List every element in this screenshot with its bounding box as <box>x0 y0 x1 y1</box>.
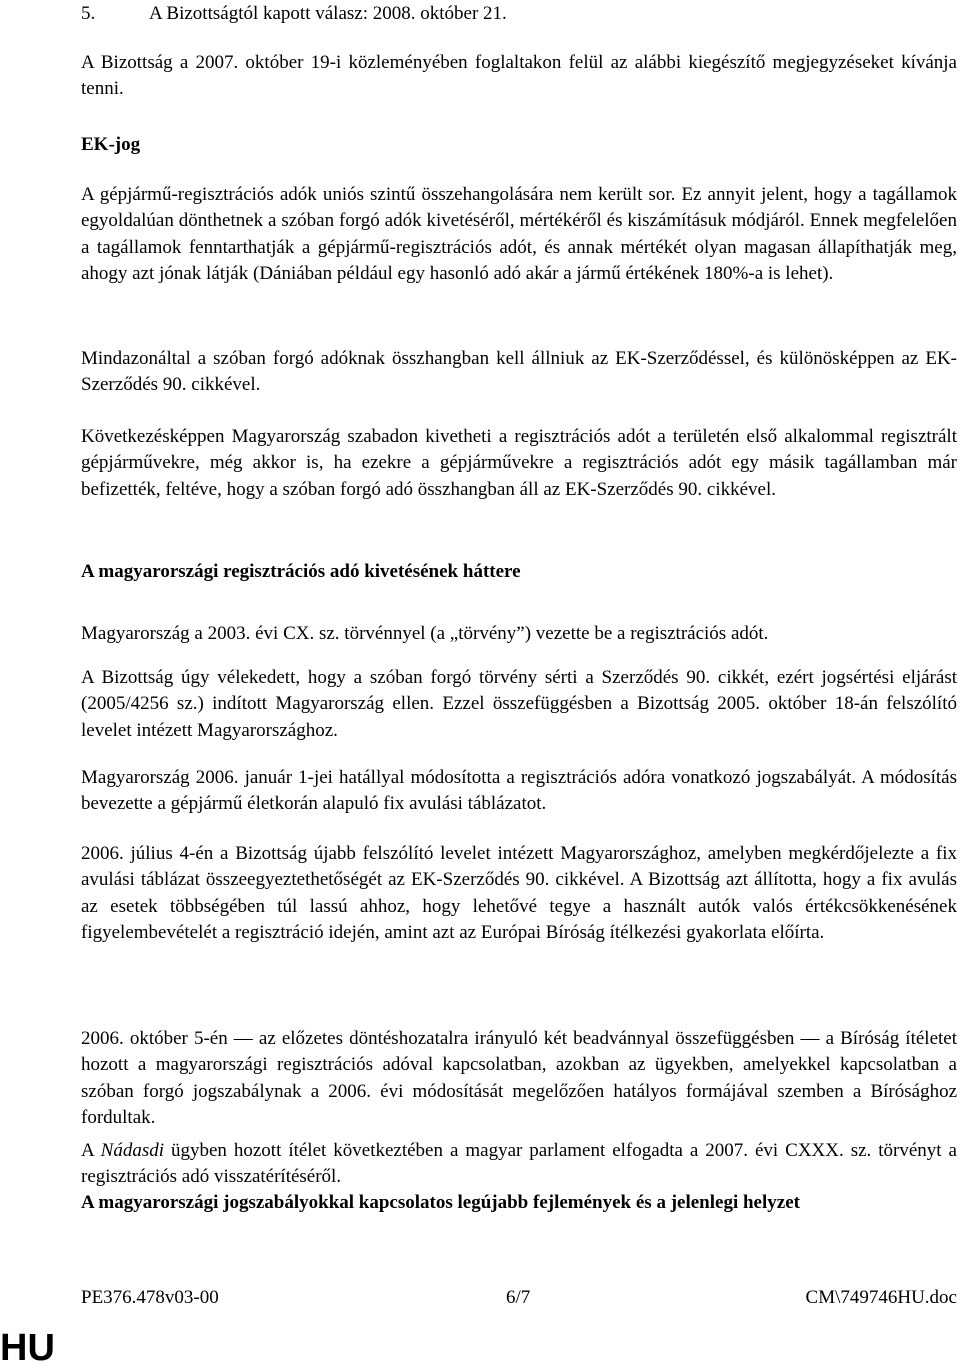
language-code: HU <box>0 1327 55 1369</box>
paragraph-infringement: A Bizottság úgy vélekedett, hogy a szóban forgó törvény sérti a Szerződés 90. cikkét, ezért jogsértési eljárást (2005/4256 sz.) indított Magyarország ellen. Ezzel összefüggésben a Bizottság 2005. október 18-án felszólító levelet intézett Magyarországhoz. <box>81 667 957 741</box>
paragraph-amendment: Magyarország 2006. január 1-jei hatállyal módosította a regisztrációs adóra vonatkozó jogszabályát. A módosítás bevezette a gépjármű életkorán alapuló fix avulási táblázatot. <box>81 767 957 815</box>
nadasdi-case-name: Nádasdi <box>100 1140 164 1161</box>
nadasdi-rest: ügyben hozott ítélet következtében a magyar parlament elfogadta a 2007. évi CXXX. sz. törvényt a regisztrációs adó visszatérítéséről. <box>81 1140 957 1188</box>
heading-background: A magyarországi regisztrációs adó kivetésének háttere <box>81 561 521 582</box>
paragraph-compliance: Mindazonáltal a szóban forgó adóknak összhangban kell állniuk az EK-Szerződéssel, és különösképpen az EK-Szerződés 90. cikkével. <box>81 348 957 396</box>
paragraph-harmonization: A gépjármű-regisztrációs adók uniós szintű összehangolására nem került sor. Ez annyit jelent, hogy a tagállamok egyoldalúan dönthetnek a szóban forgó adók kivetéséről, mértékéről és kiszámításuk módjáról. Ennek megfelelően a tagállamok fenntarthatják a gépjármű-regisztrációs adót, és annak mértékét olyan magasan állapíthatják meg, ahogy azt jónak látják (Dániában például egy hasonló adó akár a jármű értékének 180%-a is lehet). <box>81 184 957 284</box>
footer-page-number: 6/7 <box>506 1287 531 1308</box>
paragraph-nadasdi <box>81 1138 957 1191</box>
section-heading <box>81 2 507 26</box>
footer-doc-name: CM\749746HU.doc <box>805 1287 957 1308</box>
paragraph-consequence: Következésképpen Magyarország szabadon kivetheti a regisztrációs adót a területén első alkalommal regisztrált gépjárművekre, még akkor is, ha ezekre a gépjárművekre a regisztrációs adót egy másik tagállamban már befizették, feltéve, hogy a szóban forgó adó összhangban áll az EK-Szerződés 90. cikkével. <box>81 426 957 500</box>
paragraph-intro: A Bizottság a 2007. október 19-i közleményében foglaltakon felül az alábbi kiegészítő megjegyzéseket kívánja tenni. <box>81 52 957 100</box>
nadasdi-prefix: A <box>81 1140 101 1161</box>
section-number: 5. <box>81 3 96 24</box>
paragraph-law-introduction: Magyarország a 2003. évi CX. sz. törvénnyel (a „törvény”) vezette be a regisztrációs adót. <box>81 623 769 644</box>
paragraph-second-letter: 2006. július 4-én a Bizottság újabb felszólító levelet intézett Magyarországhoz, amelyben megkérdőjelezte a fix avulási táblázat összeegyeztethetőségét az EK-Szerződés 90. cikkével. A Bizottság azt állította, hogy a fix avulás az esetek többségében túl lassú ahhoz, hogy lehetővé tegye a használt autók valós értékcsökkenésének figyelembevételét a regisztráció idején, amint azt az Európai Bíróság ítélkezési gyakorlata előírta. <box>81 843 957 943</box>
heading-recent-developments: A magyarországi jogszabályokkal kapcsolatos legújabb fejlemények és a jelenlegi helyzet <box>81 1192 800 1213</box>
heading-ek-jog: EK-jog <box>81 134 141 155</box>
section-title: A Bizottságtól kapott válasz: 2008. október 21. <box>149 3 507 24</box>
paragraph-court-ruling: 2006. október 5-én — az előzetes döntéshozatalra irányuló két beadvánnyal összefüggésben — a Bíróság ítéletet hozott a magyarországi regisztrációs adóval kapcsolatban, azokban az ügyekben, amelyekkel kapcsolatban a szóban forgó jogszabálynak a 2006. évi módosítását megelőzően hatályos formájával szemben a Bírósághoz fordultak. <box>81 1028 957 1128</box>
footer-reference: PE376.478v03-00 <box>81 1287 219 1308</box>
